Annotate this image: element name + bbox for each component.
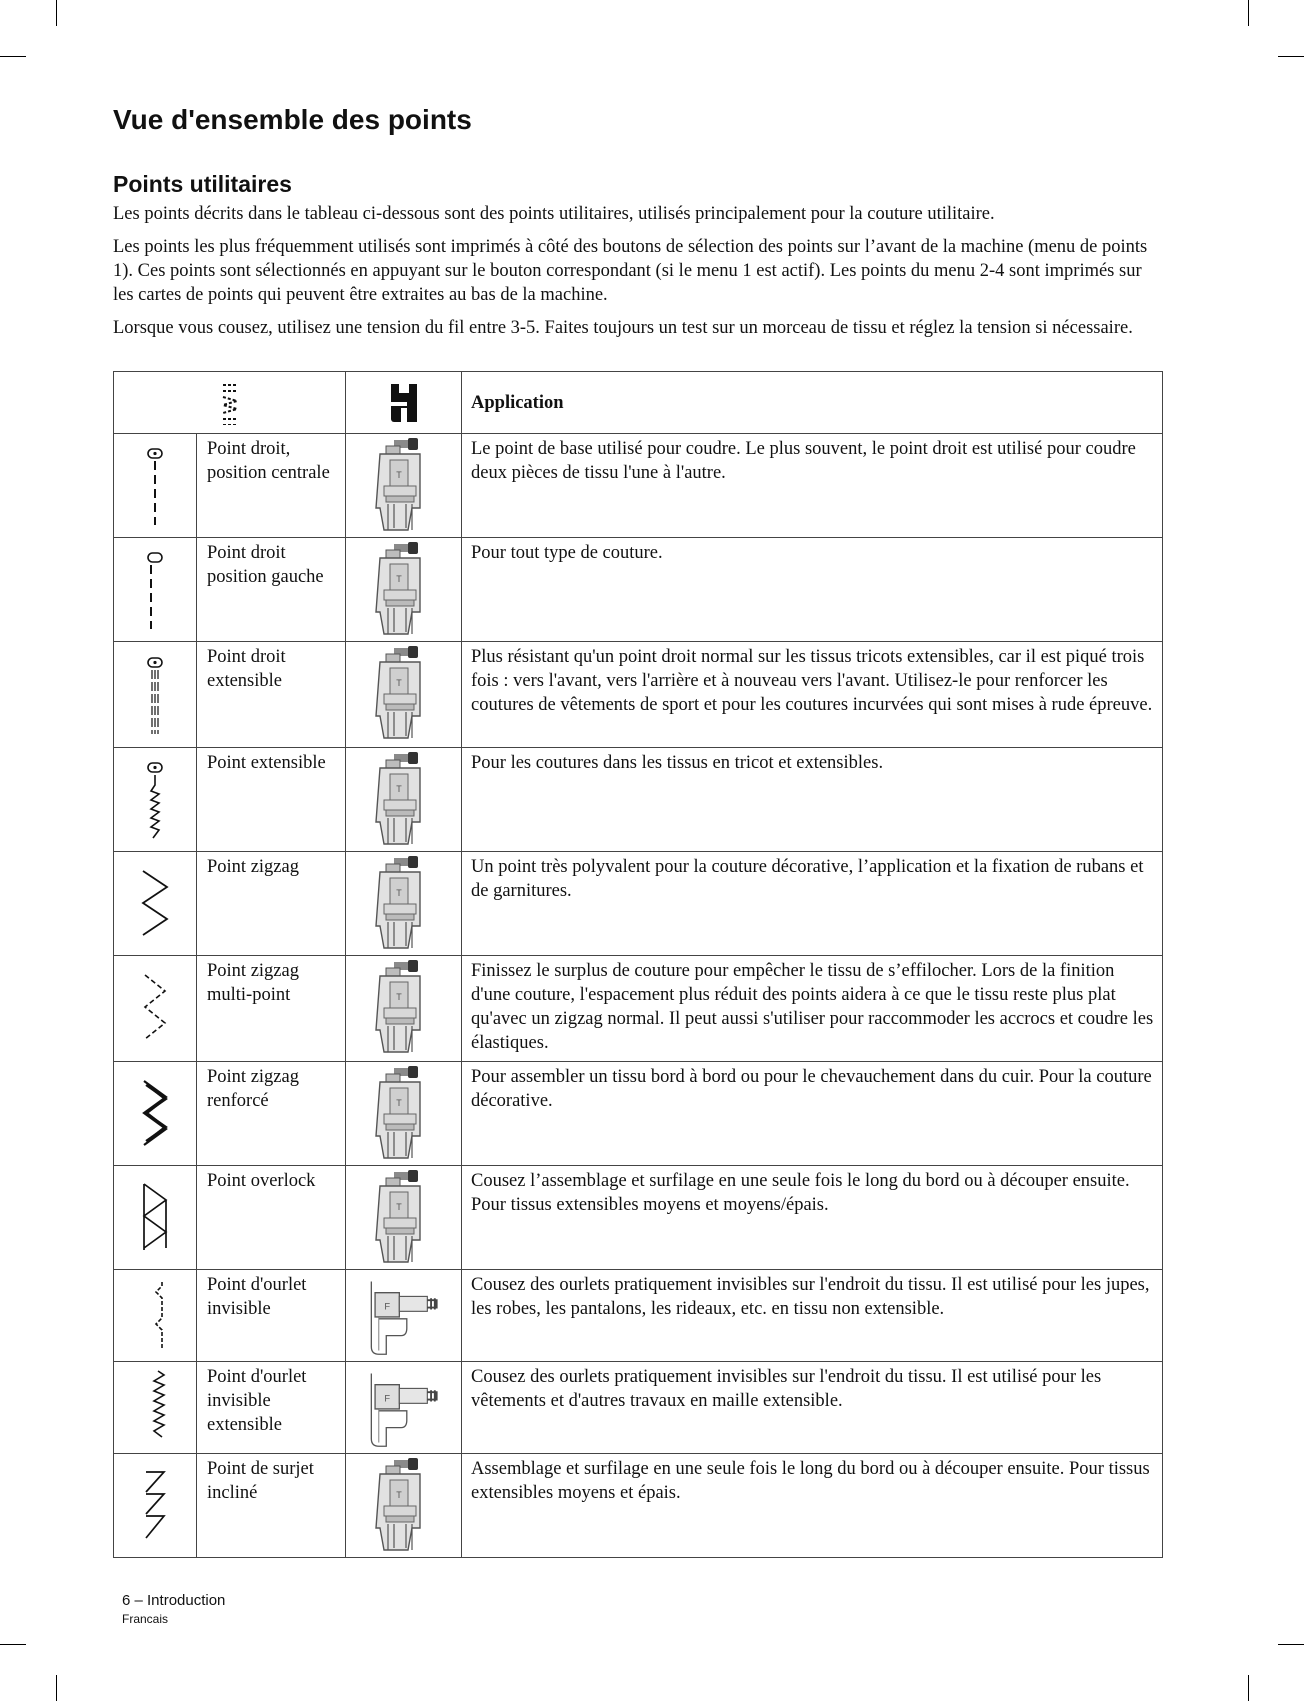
blind-hem-foot-icon [359, 1366, 449, 1450]
application-header: Application [462, 372, 1163, 434]
table-row [114, 642, 1163, 748]
footer-language: Francais [122, 1612, 169, 1626]
crop-mark [1278, 56, 1304, 57]
stitch-symbol-cell [114, 1454, 197, 1558]
presser-foot-a-icon [364, 542, 444, 636]
table-row [114, 538, 1163, 642]
stitch-application: Pour assembler un tissu bord à bord ou pour le chevauchement dans du cuir. Pour la couture décorative. [462, 1062, 1163, 1166]
crop-mark [0, 56, 26, 57]
presser-foot-cell [346, 434, 462, 538]
stretch-stitch-icon [144, 761, 166, 839]
stretch-straight-stitch-icon [145, 656, 165, 734]
intro-paragraph: Les points les plus fréquemment utilisés sont imprimés à côté des boutons de sélection des points sur l’avant de la machine (menu de points 1). Ces points sont sélectionnés en appuyant sur le bouton correspondant (si le menu 1 est actif). Les points du menu 2-4 sont imprimés sur les cartes de points qui peuvent être extraites au bas de la machine. [113, 237, 1148, 305]
intro-paragraph: Lorsque vous cousez, utilisez une tension du fil entre 3-5. Faites toujours un test sur un morceau de tissu et réglez la tension si nécessaire. [113, 318, 1133, 338]
stitch-application: Finissez le surplus de couture pour empêcher le tissu de s’effilocher. Lors de la finition d'une couture, l'espacement plus réduit des points aidera à ce que le tissu reste plus plat qu'avec un zigzag normal. Il peut aussi s'utiliser pour raccommoder les accrocs et coudre les élastiques. [462, 956, 1163, 1062]
page-title: Vue d'ensemble des points [113, 104, 472, 135]
crop-mark [56, 1675, 57, 1701]
footer-page-label: 6 – Introduction [122, 1592, 226, 1609]
stitch-symbol-cell [114, 538, 197, 642]
stitch-symbol-cell [114, 1166, 197, 1270]
stitch-table [113, 371, 1163, 1558]
stitch-header-cell [114, 372, 346, 434]
table-row [114, 434, 1163, 538]
table-row [114, 1166, 1163, 1270]
stitch-name: Point de surjet incliné [197, 1454, 346, 1558]
stitch-symbol-cell [114, 642, 197, 748]
section-title: Points utilitaires [113, 171, 292, 197]
crop-mark [1248, 0, 1249, 26]
stitch-name: Point d'ourlet invisible [197, 1270, 346, 1362]
stretch-blind-hem-stitch-icon [140, 1369, 170, 1447]
stitch-name: Point extensible [197, 748, 346, 852]
stitch-name: Point droit, position centrale [197, 434, 346, 538]
presser-foot-a-icon [364, 856, 444, 950]
table-row [114, 1454, 1163, 1558]
intro-text [113, 202, 1163, 349]
presser-foot-a-icon [364, 646, 444, 740]
presser-foot-icon [389, 382, 419, 424]
stitch-symbol-cell [114, 852, 197, 956]
presser-foot-a-icon [364, 438, 444, 532]
stitch-name: Point zigzag [197, 852, 346, 956]
crop-mark [56, 0, 57, 26]
blind-hem-stitch-icon [140, 1280, 170, 1352]
stitch-symbol-cell [114, 434, 197, 538]
crop-mark [0, 1644, 26, 1645]
stitch-application: Cousez l’assemblage et surfilage en une seule fois le long du bord ou à découper ensuite. Pour tissus extensibles moyens et moyens/épais. [462, 1166, 1163, 1270]
stitch-symbol-cell [114, 1270, 197, 1362]
straight-left-stitch-icon [145, 551, 165, 629]
table-row [114, 956, 1163, 1062]
presser-foot-cell [346, 852, 462, 956]
stitch-application: Cousez des ourlets pratiquement invisibles sur l'endroit du tissu. Il est utilisé pour les jupes, les robes, les pantalons, les rideaux, etc. en tissu non extensible. [462, 1270, 1163, 1362]
zigzag-stitch-icon [140, 869, 170, 939]
table-row [114, 1270, 1163, 1362]
stitch-application: Assemblage et surfilage en une seule fois le long du bord ou à découper ensuite. Pour tissus extensibles moyens et épais. [462, 1454, 1163, 1558]
stitch-application: Pour les coutures dans les tissus en tricot et extensibles. [462, 748, 1163, 852]
blind-hem-foot-icon [359, 1274, 449, 1358]
stitch-name: Point d'ourlet invisible extensible [197, 1362, 346, 1454]
straight-center-stitch-icon [145, 447, 165, 525]
stitch-application: Le point de base utilisé pour coudre. Le plus souvent, le point droit est utilisé pour coudre deux pièces de tissu l'une à l'autre. [462, 434, 1163, 538]
stitch-application: Cousez des ourlets pratiquement invisibles sur l'endroit du tissu. Il est utilisé pour les vêtements et d'autres travaux en maille extensible. [462, 1362, 1163, 1454]
presser-foot-cell [346, 748, 462, 852]
presser-foot-cell [346, 1062, 462, 1166]
stitch-symbol-cell [114, 1362, 197, 1454]
crop-mark [1278, 1644, 1304, 1645]
stitch-application: Pour tout type de couture. [462, 538, 1163, 642]
presser-foot-a-icon [364, 1170, 444, 1264]
foot-header-cell [346, 372, 462, 434]
presser-foot-cell [346, 1166, 462, 1270]
stitch-application: Plus résistant qu'un point droit normal sur les tissus tricots extensibles, car il est piqué trois fois : vers l'avant, vers l'arrière et à nouveau vers l'avant. Utilisez-le pour renforcer les coutures de vêtements de sport et pour les coutures incurvées qui sont mises à rude épreuve. [462, 642, 1163, 748]
table-row [114, 852, 1163, 956]
overlock-stitch-icon [140, 1182, 170, 1254]
table-row [114, 748, 1163, 852]
stitch-symbol-cell [114, 748, 197, 852]
table-row [114, 1362, 1163, 1454]
stitch-name: Point droit extensible [197, 642, 346, 748]
presser-foot-a-icon [364, 1066, 444, 1160]
presser-foot-cell [346, 1270, 462, 1362]
presser-foot-cell [346, 956, 462, 1062]
presser-foot-a-icon [364, 1458, 444, 1552]
stitch-name: Point zigzag multi-point [197, 956, 346, 1062]
stitch-name: Point droit position gauche [197, 538, 346, 642]
presser-foot-cell [346, 642, 462, 748]
stitch-name: Point zigzag renforcé [197, 1062, 346, 1166]
crop-mark [1248, 1675, 1249, 1701]
intro-paragraph: Les points décrits dans le tableau ci-dessous sont des points utilitaires, utilisés principalement pour la couture utilitaire. [113, 204, 995, 224]
table-row [114, 1062, 1163, 1166]
table-header-row [114, 372, 1163, 434]
slant-overcast-stitch-icon [140, 1470, 170, 1542]
presser-foot-cell [346, 1362, 462, 1454]
presser-foot-a-icon [364, 752, 444, 846]
stitch-symbol-icon [219, 381, 241, 425]
stitch-symbol-cell [114, 1062, 197, 1166]
presser-foot-a-icon [364, 960, 444, 1054]
presser-foot-cell [346, 1454, 462, 1558]
presser-foot-cell [346, 538, 462, 642]
stitch-symbol-cell [114, 956, 197, 1062]
stitch-application: Un point très polyvalent pour la couture décorative, l’application et la fixation de rubans et de garnitures. [462, 852, 1163, 956]
reinforced-zigzag-stitch-icon [141, 1079, 169, 1149]
stitch-name: Point overlock [197, 1166, 346, 1270]
multi-step-zigzag-stitch-icon [141, 973, 169, 1045]
